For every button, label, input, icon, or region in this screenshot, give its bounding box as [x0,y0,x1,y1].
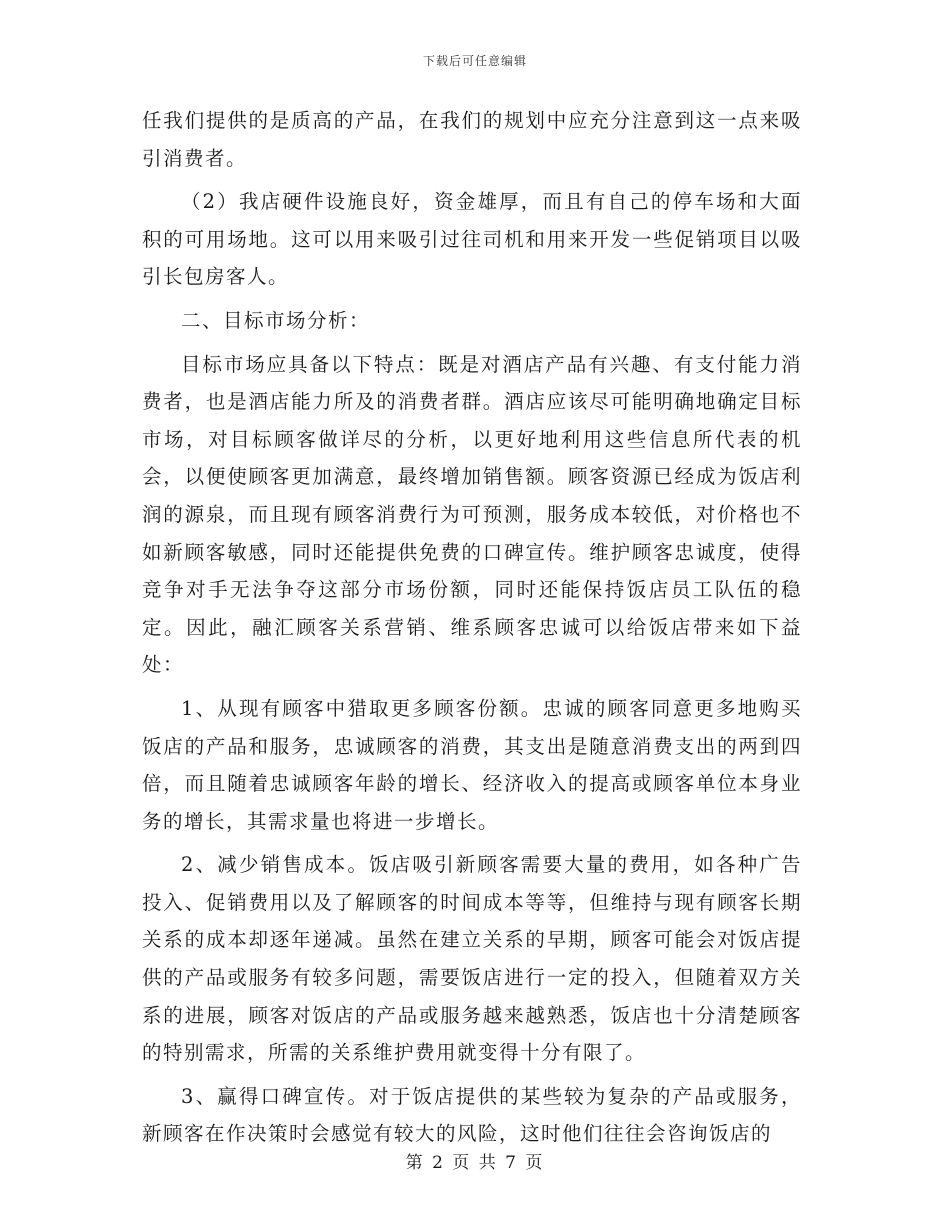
paragraph-target-market: 目标市场应具备以下特点：既是对酒店产品有兴趣、有支付能力消费者，也是酒店能力所及的消费者群。酒店应该尽可能明确地确定目标市场，对目标顾客做详尽的分析，以更好地利用这些信息所代表的机会，以便使顾客更加满意，最终增加销售额。顾客资源已经成为饭店利润的源泉，而且现有顾客消费行为可预测，服务成本较低，对价格也不如新顾客敏感，同时还能提供免费的口碑宣传。维护顾客忠诚度，使得竞争对手无法争夺这部分市场份额，同时还能保持饭店员工队伍的稳定。因此，融汇顾客关系营销、维系顾客忠诚可以给饭店带来如下益处： [142,352,802,677]
document-body [142,102,802,1159]
paragraph-benefit-2: 2、减少销售成本。饭店吸引新顾客需要大量的费用，如各种广告投入、促销费用以及了解顾客的时间成本等等，但维持与现有顾客长期关系的成本却逐年递减。虽然在建立关系的早期，顾客可能会对饭店提供的产品或服务有较多问题，需要饭店进行一定的投入，但随着双方关系的进展，顾客对饭店的产品或服务越来越熟悉，饭店也十分清楚顾客的特别需求，所需的关系维护费用就变得十分有限了。 [142,853,802,1065]
paragraph-continuation: 任我们提供的是质高的产品，在我们的规划中应充分注意到这一点来吸引消费者。 [142,109,802,170]
page-number-footer: 第 2 页 共 7 页 [405,1153,545,1173]
page-header: 下载后可任意编辑 [422,54,527,68]
section-heading-target-market: 二、目标市场分析： [181,308,371,332]
paragraph-facilities: （2）我店硬件设施良好，资金雄厚，而且有自己的停车场和大面积的可用场地。这可以用来吸引过往司机和用来开发一些促销项目以吸引长包房客人。 [142,190,802,289]
paragraph-benefit-3: 3、赢得口碑宣传。对于饭店提供的某些较为复杂的产品或服务，新顾客在作决策时会感觉有较大的风险，这时他们往往会咨询饭店的 [142,1084,802,1146]
paragraph-benefit-1: 1、从现有顾客中猎取更多顾客份额。忠诚的顾客同意更多地购买饭店的产品和服务，忠诚顾客的消费，其支出是随意消费支出的两到四倍，而且随着忠诚顾客年龄的增长、经济收入的提高或顾客单位本身业务的增长，其需求量也将进一步增长。 [142,696,802,833]
